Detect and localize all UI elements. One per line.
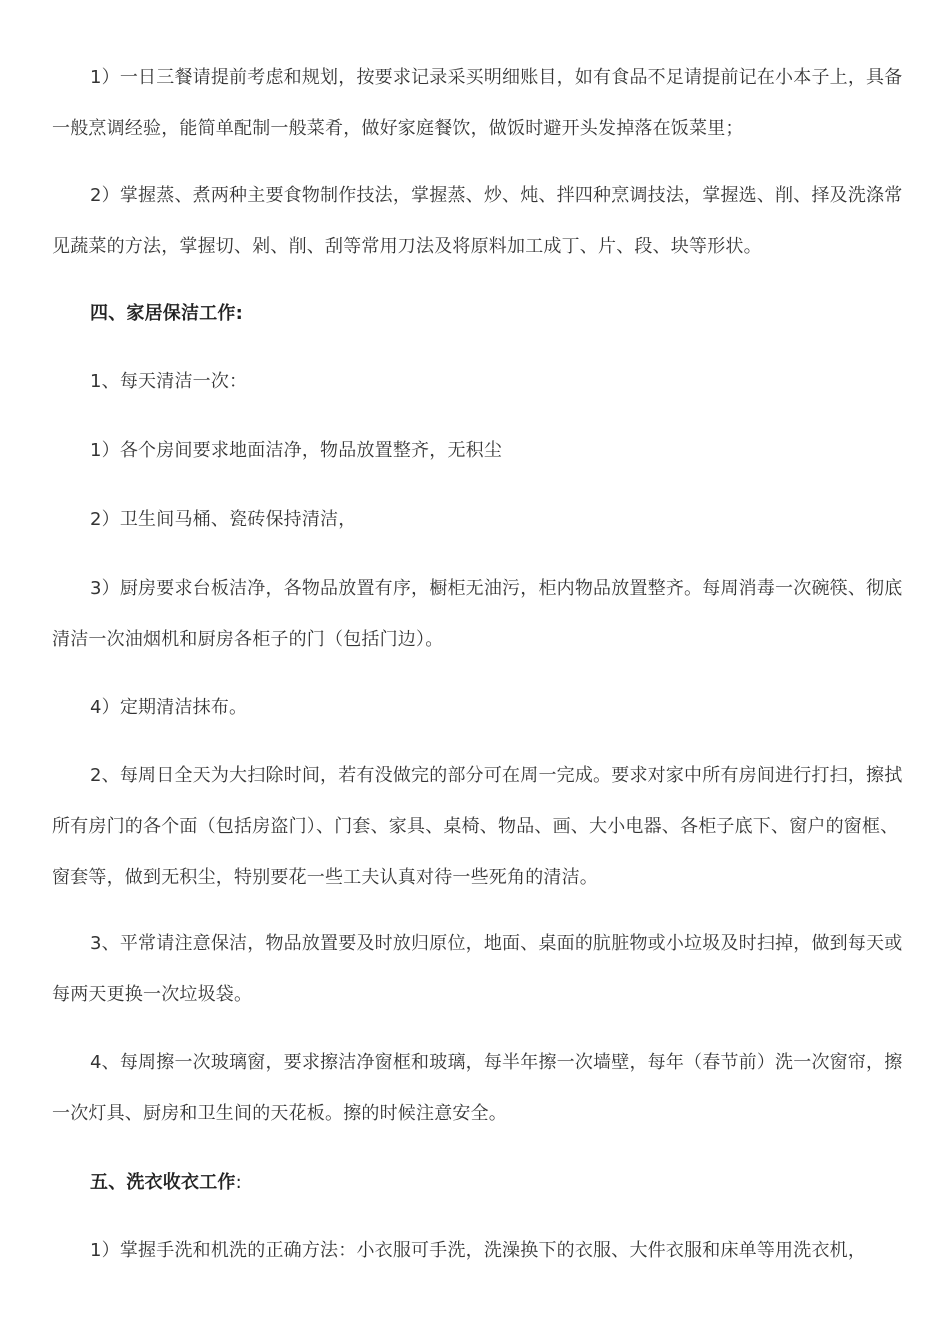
paragraph-windows: 4、每周擦一次玻璃窗，要求擦洁净窗框和玻璃，每半年擦一次墙壁，每年（春节前）洗一次窗帘，擦一次灯具、厨房和卫生间的天花板。擦的时候注意安全。 [52,1052,903,1124]
paragraph-rooms: 1）各个房间要求地面洁净，物品放置整齐，无积尘 [90,440,503,461]
paragraph-weekly-cleaning: 2、每周日全天为大扫除时间，若有没做完的部分可在周一完成。要求对家中所有房间进行打扫，擦拭所有房门的各个面（包括房盗门）、门套、家具、桌椅、物品、画、大小电器、各柜子底下、窗户的窗框、窗套等，做到无积尘，特别要花一些工夫认真对待一些死角的清洁。 [52,765,903,888]
heading-laundry-colon: : [235,1172,242,1193]
paragraph-daily-cleaning: 1、每天清洁一次： [90,371,248,392]
paragraph-meal-planning: 1）一日三餐请提前考虑和规划，按要求记录采买明细账目，如有食品不足请提前记在小本子上，具备一般烹调经验，能简单配制一般菜肴，做好家庭餐饮，做饭时避开头发掉落在饭菜里； [52,67,903,139]
paragraph-rags: 4）定期清洁抹布。 [90,697,248,718]
heading-laundry-text: 五、洗衣收衣工作 [90,1172,236,1193]
paragraph-washing-methods: 1）掌握手洗和机洗的正确方法：小衣服可手洗，洗澡换下的衣服、大件衣服和床单等用洗衣机， [90,1240,867,1261]
paragraph-routine-cleaning: 3、平常请注意保洁，物品放置要及时放归原位，地面、桌面的肮脏物或小垃圾及时扫掉，做到每天或每两天更换一次垃圾袋。 [52,933,903,1005]
paragraph-cooking-skills: 2）掌握蒸、煮两种主要食物制作技法，掌握蒸、炒、炖、拌四种烹调技法，掌握选、削、择及洗涤常见蔬菜的方法，掌握切、剁、削、刮等常用刀法及将原料加工成丁、片、段、块等形状。 [52,185,903,257]
heading-home-cleaning-text: 四、家居保洁工作 [90,303,236,324]
heading-home-cleaning [52,288,908,339]
heading-home-cleaning-colon: : [235,303,244,324]
heading-laundry [52,1157,908,1208]
paragraph-bathroom: 2）卫生间马桶、瓷砖保持清洁， [90,509,357,530]
paragraph-kitchen: 3）厨房要求台板洁净，各物品放置有序，橱柜无油污，柜内物品放置整齐。每周消毒一次碗筷、彻底清洁一次油烟机和厨房各柜子的门（包括门边）。 [52,578,903,650]
